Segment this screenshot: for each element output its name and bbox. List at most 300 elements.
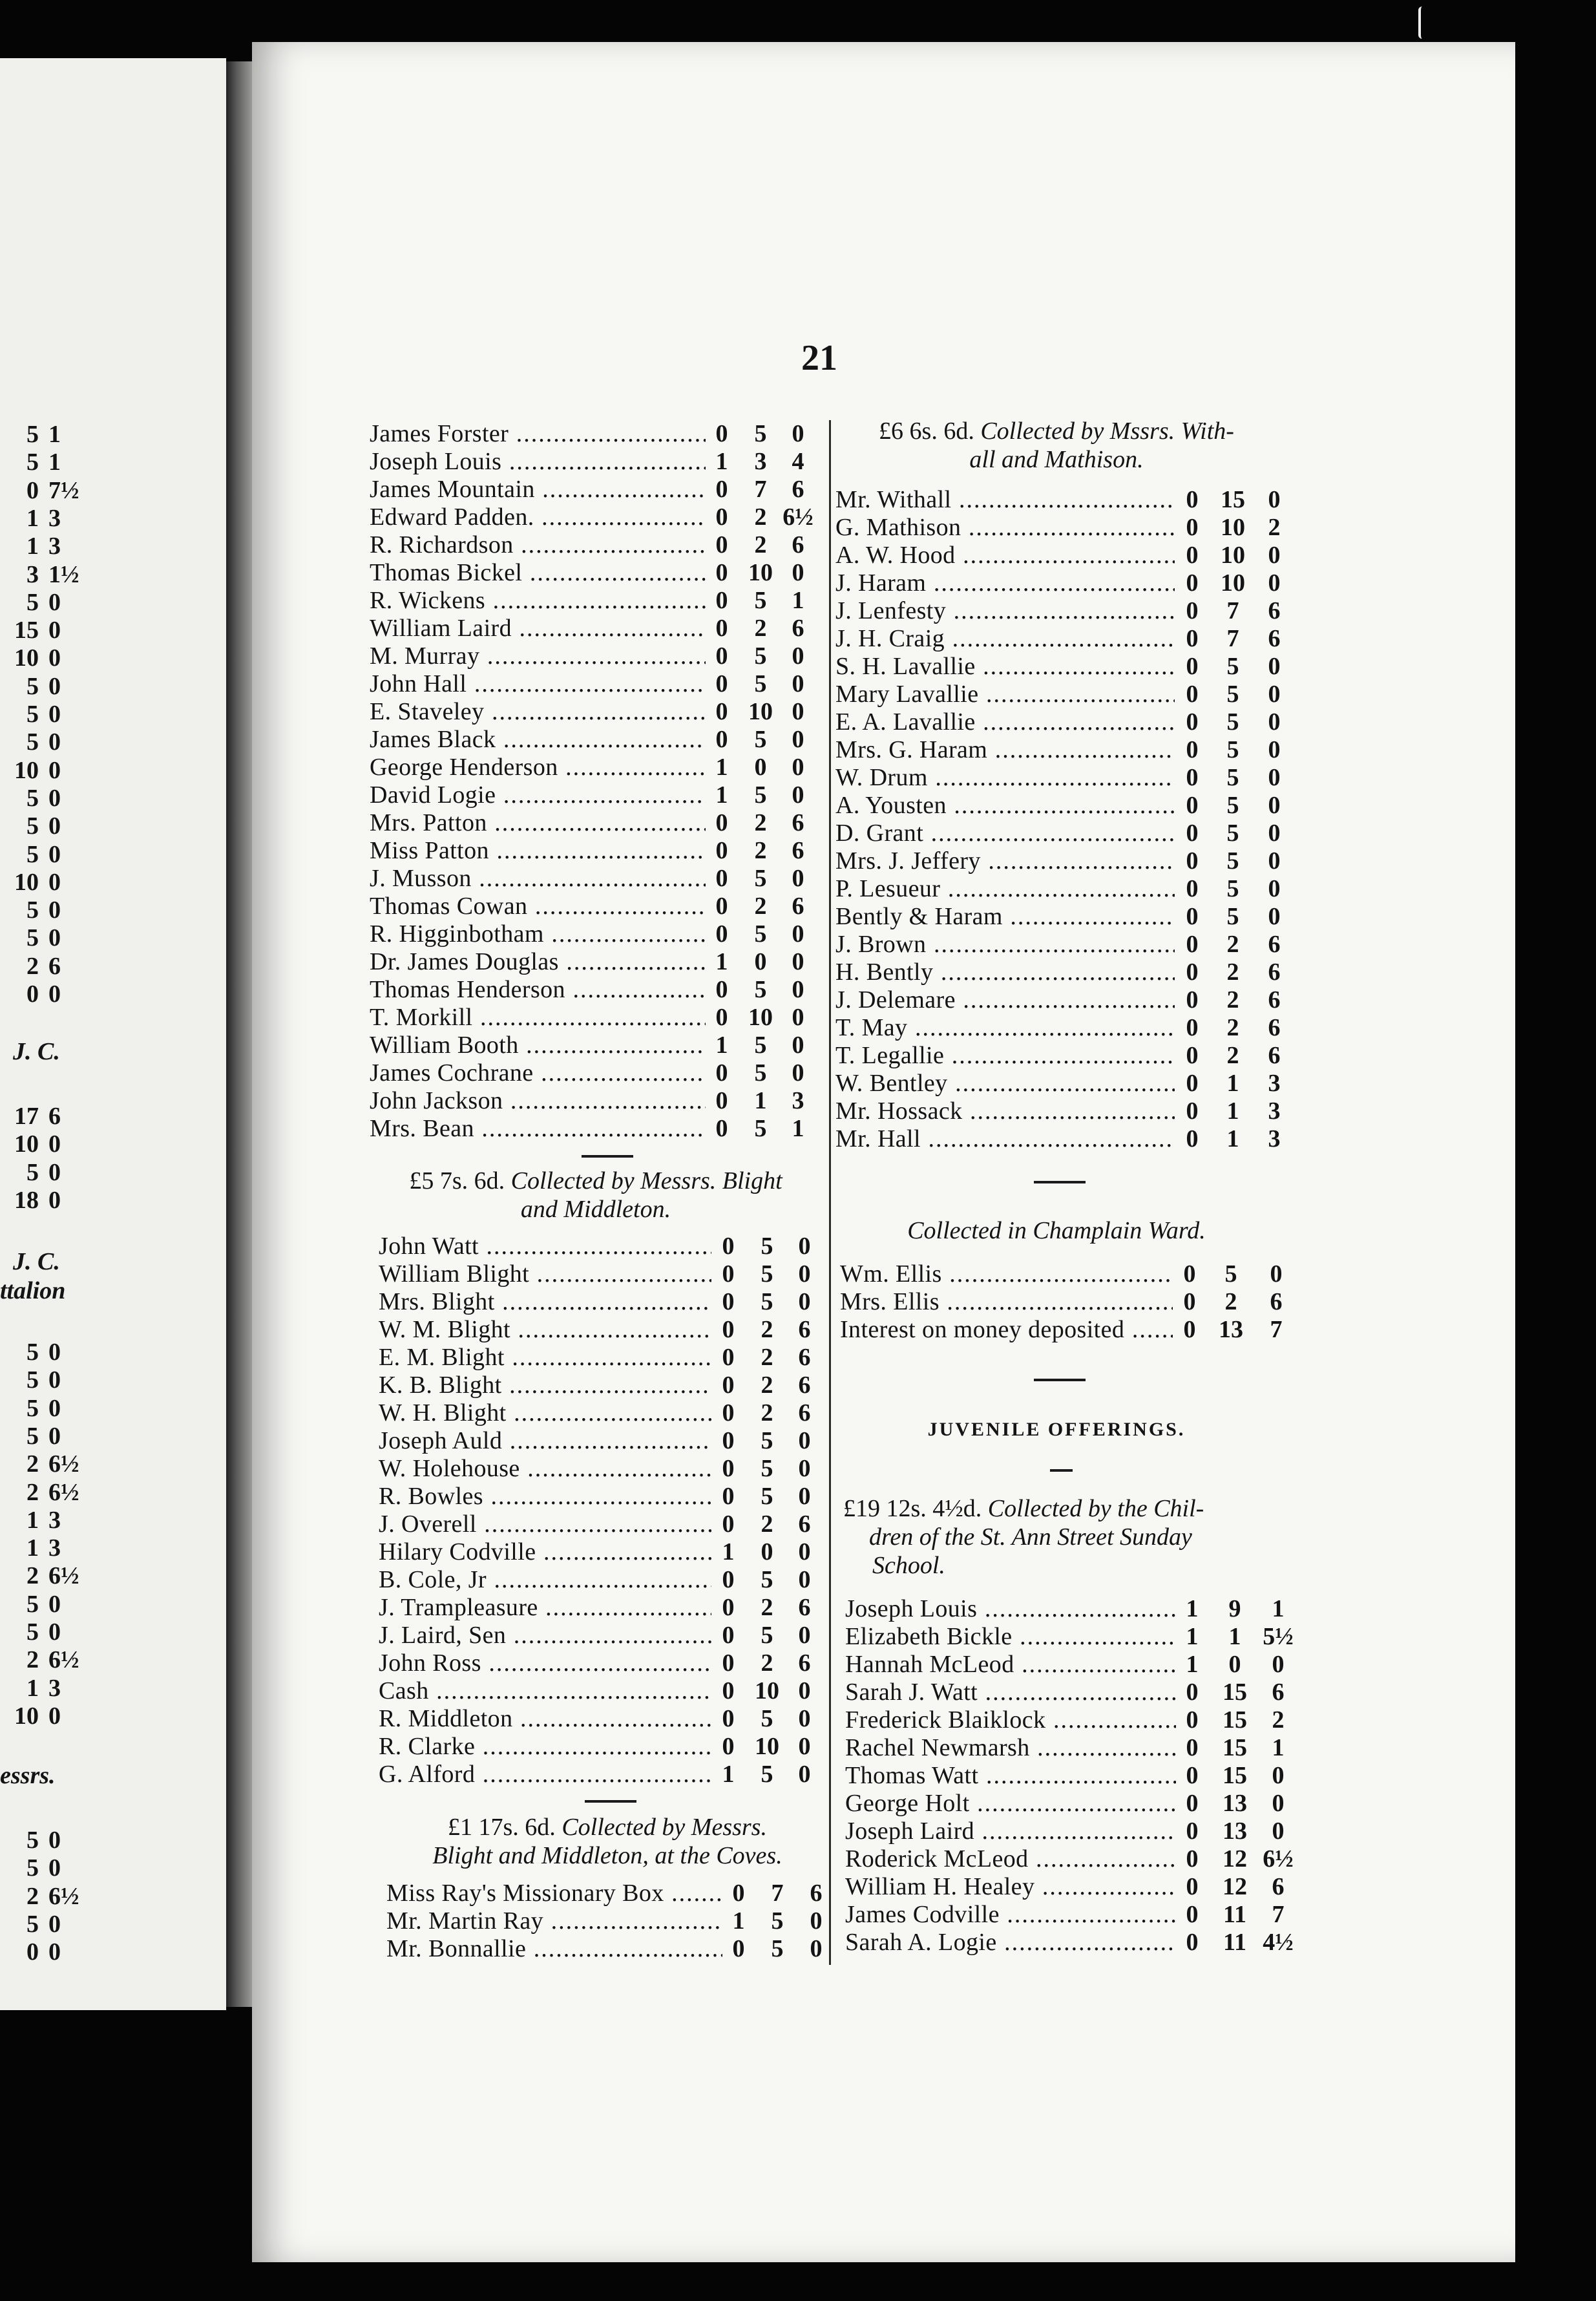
shillings-value: 2 [1226, 1042, 1239, 1069]
partial-value: 1 [26, 1534, 39, 1562]
pence-value: 0 [810, 1935, 823, 1962]
shillings-value: 0 [754, 754, 767, 781]
pounds-value: 0 [722, 1705, 735, 1732]
shillings-value: 2 [1226, 959, 1239, 986]
subscriber-name: M. Murray ..... [370, 642, 706, 670]
partial-value: 3 [48, 1506, 61, 1534]
partial-value: 1½ [48, 560, 79, 588]
subscriber-name: Thomas Cowan ..... [370, 893, 706, 920]
partial-value: 1 [48, 449, 61, 476]
pounds-value: 0 [1186, 514, 1199, 541]
subscriber-name: Mrs. Patton ..... [370, 809, 706, 837]
partial-value: 0 [48, 1590, 61, 1618]
partial-row [0, 756, 97, 784]
section-amount: £6 6s. 6d. [879, 418, 974, 445]
subscription-row [370, 615, 822, 642]
column-rule [829, 420, 831, 1965]
pounds-value: 0 [715, 642, 728, 670]
subscription-row [370, 948, 822, 976]
subscriber-name: R. Middleton ..... [379, 1705, 711, 1733]
pounds-value: 0 [715, 1004, 728, 1031]
partial-value: 5 [26, 1394, 39, 1422]
subscriber-name: Sarah A. Logie ..... [845, 1929, 1176, 1956]
subscription-row [845, 1818, 1297, 1845]
column2-section1-header [834, 417, 1279, 474]
subscription-row [379, 1538, 822, 1566]
partial-row [0, 1366, 97, 1394]
subscriber-name: J. Haram ..... [835, 569, 1175, 597]
subscription-row [379, 1399, 822, 1427]
shillings-value: 11 [1223, 1929, 1246, 1956]
section-title: Collected by Messrs. Blight [510, 1167, 782, 1194]
shillings-value: 5 [1226, 653, 1239, 680]
shillings-value: 2 [754, 504, 767, 531]
partial-value: 3 [48, 1534, 61, 1562]
partial-value: 6½ [48, 1478, 79, 1506]
partial-row [0, 1618, 97, 1646]
pence-value: 0 [798, 1566, 811, 1593]
subscription-row [370, 698, 822, 726]
pounds-value: 1 [715, 1032, 728, 1059]
partial-value: 0 [48, 756, 61, 784]
partial-value: 1 [48, 421, 61, 448]
partial-value: 3 [48, 533, 61, 560]
partial-value: 1 [26, 533, 39, 560]
pence-value: 6 [1268, 931, 1281, 958]
subscriber-name: Bently & Haram ..... [835, 903, 1175, 931]
partial-value: 2 [26, 1478, 39, 1506]
subscriber-name: Joseph Louis ..... [370, 448, 706, 476]
partial-row [0, 1478, 97, 1506]
subscription-row [835, 486, 1281, 514]
pounds-value: 0 [715, 1059, 728, 1087]
partial-value: 18 [14, 1186, 39, 1214]
subscriber-name: Mrs. Ellis ..... [840, 1288, 1173, 1316]
partial-value: 10 [14, 756, 39, 784]
partial-row [0, 1102, 97, 1130]
pounds-value: 0 [1186, 820, 1199, 847]
partial-value: 0 [48, 1938, 61, 1966]
column1-section2-list [379, 1233, 822, 1788]
subscription-row [370, 670, 822, 698]
subscription-row [370, 1032, 822, 1059]
pence-value: 4½ [1263, 1929, 1294, 1956]
shillings-value: 1 [1226, 1070, 1239, 1097]
subscription-row [370, 587, 822, 615]
pence-value: 0 [798, 1538, 811, 1565]
subscription-row [845, 1762, 1297, 1790]
shillings-value: 15 [1223, 1734, 1247, 1761]
shillings-value: 10 [748, 698, 773, 725]
pounds-value: 0 [722, 1372, 735, 1399]
shillings-value: 5 [761, 1566, 773, 1593]
partial-row [0, 812, 97, 840]
shillings-value: 1 [754, 1087, 767, 1114]
shillings-value: 5 [771, 1907, 784, 1935]
subscriber-name: James Cochrane ..... [370, 1059, 706, 1087]
book-gutter [226, 61, 252, 2007]
pounds-value: 0 [715, 865, 728, 892]
pounds-value: 1 [722, 1538, 735, 1565]
subscriber-name: Miss Ray's Missionary Box ..... [386, 1880, 722, 1907]
partial-row [0, 532, 97, 560]
shillings-value: 13 [1219, 1316, 1243, 1343]
pounds-value: 1 [1186, 1651, 1199, 1678]
pence-value: 0 [1268, 569, 1281, 597]
subscriber-name: Mary Lavallie ..... [835, 681, 1175, 708]
subscriber-name: R. Richardson ..... [370, 531, 706, 559]
pence-value: 0 [792, 1032, 804, 1059]
subscriber-name: J. Brown ..... [835, 931, 1175, 959]
partial-value: 5 [26, 1827, 39, 1854]
pence-value: 6½ [782, 504, 814, 531]
pounds-value: 0 [715, 726, 728, 753]
shillings-value: 5 [754, 642, 767, 670]
partial-value: 0 [48, 588, 61, 616]
pounds-value: 0 [1183, 1288, 1196, 1315]
pounds-value: 0 [715, 420, 728, 447]
partial-row [0, 952, 97, 980]
subscription-row [370, 865, 822, 893]
shillings-value: 5 [771, 1935, 784, 1962]
subscriber-name: Mr. Martin Ray ..... [386, 1907, 722, 1935]
column1-section3-header [384, 1813, 830, 1870]
column2-section2-header [834, 1216, 1279, 1245]
shillings-value: 5 [1226, 875, 1239, 902]
pounds-value: 0 [715, 670, 728, 697]
pence-value: 0 [792, 642, 804, 670]
pence-value: 1 [792, 1115, 804, 1142]
partial-value: 10 [14, 1702, 39, 1730]
partial-row [0, 1938, 97, 1966]
shillings-value: 7 [1226, 625, 1239, 652]
subscription-row [379, 1566, 822, 1594]
subscriber-name: Mr. Withall ..... [835, 486, 1175, 514]
partial-value: 5 [26, 728, 39, 756]
subscriber-name: Miss Patton ..... [370, 837, 706, 865]
pence-value: 6 [798, 1594, 811, 1621]
pounds-value: 0 [715, 559, 728, 586]
subscription-row [835, 847, 1281, 875]
subscriber-name: W. Bentley ..... [835, 1070, 1175, 1097]
subscriber-name: R. Bowles ..... [379, 1483, 711, 1511]
partial-row [0, 588, 97, 616]
shillings-value: 5 [761, 1483, 773, 1510]
column1-section2-header [370, 1167, 822, 1224]
partial-value: 5 [26, 421, 39, 448]
subscription-row [370, 1059, 822, 1087]
subscription-row [370, 893, 822, 920]
subscription-row [845, 1901, 1297, 1929]
subscription-row [370, 476, 822, 504]
shillings-value: 7 [1226, 597, 1239, 624]
subscription-row [370, 642, 822, 670]
pence-value: 6 [798, 1316, 811, 1343]
subscription-row [379, 1483, 822, 1511]
subscriber-name: D. Grant ..... [835, 820, 1175, 847]
pence-value: 0 [792, 781, 804, 809]
subscriber-name: George Holt ..... [845, 1790, 1176, 1818]
partial-value: 5 [26, 1366, 39, 1394]
partial-value: 0 [48, 1827, 61, 1854]
subscriber-name: W. M. Blight ..... [379, 1316, 711, 1344]
shillings-value: 2 [761, 1316, 773, 1343]
pounds-value: 0 [715, 1115, 728, 1142]
subscription-row [370, 1087, 822, 1115]
section-title: Collected by Messrs. [562, 1814, 767, 1841]
section-title: Collected by the Chil- [987, 1495, 1204, 1522]
pence-value: 6 [798, 1649, 811, 1677]
shillings-value: 5 [761, 1455, 773, 1482]
shillings-value: 5 [1226, 736, 1239, 763]
subscriber-name: E. A. Lavallie ..... [835, 708, 1175, 736]
subscriber-name: George Henderson ..... [370, 754, 706, 781]
pence-value: 0 [1270, 1260, 1283, 1288]
pounds-value: 0 [722, 1344, 735, 1371]
subscription-row [835, 597, 1281, 625]
shillings-value: 5 [1224, 1260, 1237, 1288]
partial-value: 0 [48, 812, 61, 840]
partial-value: 10 [14, 1130, 39, 1158]
subscription-row [845, 1790, 1297, 1818]
pounds-value: 0 [1186, 847, 1199, 875]
shillings-value: 5 [1226, 708, 1239, 736]
pence-value: 0 [792, 1059, 804, 1087]
subscription-row [845, 1679, 1297, 1706]
pounds-value: 0 [1186, 875, 1199, 902]
partial-row [0, 728, 97, 756]
subscription-row [835, 1070, 1281, 1097]
shillings-value: 5 [761, 1260, 773, 1288]
section-divider [1034, 1181, 1086, 1183]
pounds-value: 0 [715, 837, 728, 864]
subscriber-name: A. W. Hood ..... [835, 542, 1175, 569]
subscription-row [835, 708, 1281, 736]
subscriber-name: James Mountain ..... [370, 476, 706, 504]
subscriber-name: Joseph Laird ..... [845, 1818, 1176, 1845]
partial-row [0, 1646, 97, 1673]
subscription-row [379, 1427, 822, 1455]
partial-value: 7½ [48, 476, 79, 504]
pounds-value: 0 [1186, 597, 1199, 624]
pence-value: 1 [792, 587, 804, 614]
subscription-row [379, 1233, 822, 1260]
partial-row [0, 1450, 97, 1478]
pence-value: 6 [792, 809, 804, 836]
partial-value: 2 [26, 1562, 39, 1590]
partial-value: 10 [14, 868, 39, 896]
pounds-value: 0 [1186, 653, 1199, 680]
subscription-row [835, 681, 1281, 708]
subscriber-name: Roderick McLeod ..... [845, 1845, 1176, 1873]
pounds-value: 0 [715, 1087, 728, 1114]
subscriber-name: Mrs. G. Haram ..... [835, 736, 1175, 764]
subscriber-name: A. Yousten ..... [835, 792, 1175, 820]
subscription-row [840, 1316, 1292, 1344]
subscription-row [835, 653, 1281, 681]
subscriber-name: J. Overell ..... [379, 1511, 711, 1538]
shillings-value: 10 [1221, 514, 1245, 541]
shillings-value: 5 [761, 1427, 773, 1454]
subscription-row [379, 1649, 822, 1677]
page-number: 21 [801, 338, 837, 378]
partial-value: 2 [26, 952, 39, 980]
subscription-row [835, 625, 1281, 653]
pounds-value: 0 [1186, 1845, 1199, 1872]
partial-row [0, 924, 97, 951]
section-divider [582, 1155, 633, 1158]
pence-value: 6 [1272, 1873, 1285, 1900]
column2-section3-header [843, 1494, 1296, 1580]
subscriber-name: John Hall ..... [370, 670, 706, 698]
subscriber-name: E. M. Blight ..... [379, 1344, 711, 1372]
subscriber-name: Joseph Louis ..... [845, 1595, 1176, 1623]
partial-value: 1 [26, 1674, 39, 1702]
pounds-value: 0 [1186, 1901, 1199, 1928]
partial-value: 5 [26, 784, 39, 812]
partial-row [0, 868, 97, 896]
pounds-value: 0 [1186, 1790, 1199, 1817]
pounds-value: 1 [715, 948, 728, 975]
shillings-value: 5 [761, 1622, 773, 1649]
pounds-value: 0 [1186, 792, 1199, 819]
pounds-value: 0 [715, 504, 728, 531]
shillings-value: 2 [1226, 986, 1239, 1013]
shillings-value: 2 [754, 531, 767, 558]
partial-row [0, 1158, 97, 1186]
shillings-value: 2 [754, 893, 767, 920]
shillings-value: 1 [1226, 1097, 1239, 1125]
partial-row [0, 616, 97, 644]
pence-value: 6 [792, 837, 804, 864]
shillings-value: 5 [754, 920, 767, 948]
shillings-value: 2 [761, 1511, 773, 1538]
pence-value: 3 [1268, 1070, 1281, 1097]
pounds-value: 0 [722, 1677, 735, 1704]
subscription-row [835, 1042, 1281, 1070]
pounds-value: 0 [1186, 681, 1199, 708]
subscriber-name: T. Legallie ..... [835, 1042, 1175, 1070]
shillings-value: 7 [754, 476, 767, 503]
pence-value: 0 [792, 920, 804, 948]
pence-value: 0 [798, 1233, 811, 1260]
pence-value: 6 [792, 476, 804, 503]
subscriber-name: Thomas Henderson ..... [370, 976, 706, 1004]
section-title-cont: and Middleton. [520, 1196, 671, 1223]
shillings-value: 15 [1223, 1679, 1247, 1706]
partial-value: 3 [26, 560, 39, 588]
pounds-value: 0 [715, 698, 728, 725]
partial-value: 0 [48, 1339, 61, 1366]
pence-value: 0 [1268, 681, 1281, 708]
subscriber-name: William Booth ..... [370, 1032, 706, 1059]
pence-value: 6 [1272, 1679, 1285, 1706]
pence-value: 5½ [1263, 1623, 1294, 1650]
subscriber-name: H. Bently ..... [835, 959, 1175, 986]
pence-value: 6 [798, 1344, 811, 1371]
subscriber-name: William H. Healey ..... [845, 1873, 1176, 1901]
partial-label: essrs. [0, 1762, 56, 1789]
partial-value: 6 [48, 1103, 61, 1130]
pounds-value: 0 [1186, 486, 1199, 513]
column1-section3-list [386, 1880, 832, 1963]
section-title: Collected by Mssrs. With- [980, 418, 1234, 445]
pence-value: 7 [1270, 1316, 1283, 1343]
partial-row [0, 1534, 97, 1562]
pounds-value: 0 [1186, 959, 1199, 986]
partial-value: 5 [26, 701, 39, 728]
subscriber-name: R. Wickens ..... [370, 587, 706, 615]
pence-value: 6½ [1263, 1845, 1294, 1872]
subscription-row [835, 875, 1281, 903]
partial-row [0, 840, 97, 868]
subscription-row [370, 420, 822, 448]
partial-value: 0 [48, 672, 61, 700]
pence-value: 6 [798, 1399, 811, 1426]
subscription-row [379, 1455, 822, 1483]
subscription-row [386, 1880, 832, 1907]
pence-value: 0 [798, 1483, 811, 1510]
pounds-value: 0 [1186, 764, 1199, 791]
shillings-value: 10 [1221, 542, 1245, 569]
partial-value: 6½ [48, 1562, 79, 1590]
pounds-value: 0 [1186, 1873, 1199, 1900]
column2-section3-list [845, 1595, 1297, 1956]
partial-label: ttalion [0, 1277, 66, 1304]
pence-value: 6 [792, 893, 804, 920]
pounds-value: 0 [1183, 1260, 1196, 1288]
subscription-row [835, 1097, 1281, 1125]
pence-value: 0 [792, 865, 804, 892]
partial-value: 1 [26, 1506, 39, 1534]
subscriber-name: Thomas Bickel ..... [370, 559, 706, 587]
partial-value: 5 [26, 812, 39, 840]
partial-row [0, 560, 97, 588]
pence-value: 0 [798, 1677, 811, 1704]
pounds-value: 0 [722, 1233, 735, 1260]
subscription-row [845, 1595, 1297, 1623]
pounds-value: 0 [1186, 542, 1199, 569]
partial-value: 0 [48, 1366, 61, 1394]
subscription-row [370, 754, 822, 781]
section-title-cont: all and Mathison. [969, 446, 1144, 473]
partial-value: 5 [26, 672, 39, 700]
pounds-value: 0 [722, 1511, 735, 1538]
pence-value: 0 [1272, 1818, 1285, 1845]
pounds-value: 0 [722, 1622, 735, 1649]
pounds-value: 0 [1183, 1316, 1196, 1343]
partial-value: 6½ [48, 1646, 79, 1674]
shillings-value: 5 [1226, 847, 1239, 875]
pence-value: 6 [1268, 1042, 1281, 1069]
partial-label: J. C. [13, 1038, 60, 1065]
partial-value: 0 [26, 1938, 39, 1966]
subscriber-name: J. Trampleasure ..... [379, 1594, 711, 1622]
subscriber-name: J. Laird, Sen ..... [379, 1622, 711, 1649]
section-divider [1050, 1469, 1073, 1472]
subscription-row [845, 1706, 1297, 1734]
subscriber-name: Mr. Hall ..... [835, 1125, 1175, 1153]
subscription-row [835, 514, 1281, 542]
shillings-value: 5 [1226, 903, 1239, 930]
pounds-value: 1 [722, 1761, 735, 1788]
pounds-value: 1 [715, 754, 728, 781]
subscription-row [370, 1004, 822, 1032]
partial-value: 5 [26, 924, 39, 952]
subscriber-name: David Logie ..... [370, 781, 706, 809]
subscription-row [370, 837, 822, 865]
pounds-value: 0 [1186, 931, 1199, 958]
